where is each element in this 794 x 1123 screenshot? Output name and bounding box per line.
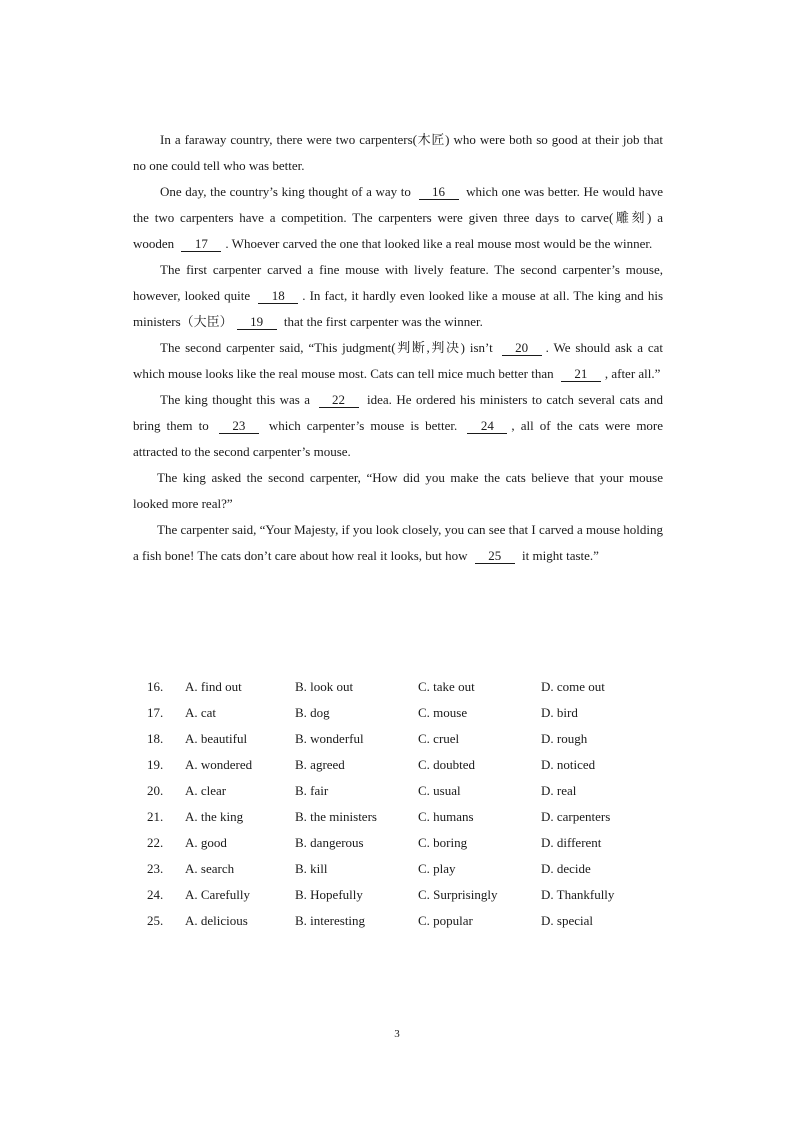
blank-20: 20 xyxy=(502,340,542,356)
page-number: 3 xyxy=(394,1028,400,1040)
cloze-passage xyxy=(133,127,663,569)
paragraph-1 xyxy=(133,127,663,179)
option-a: A. delicious xyxy=(185,913,248,928)
option-d: D. Thankfully xyxy=(541,887,615,902)
option-a: A. search xyxy=(185,861,235,876)
question-number: 17. xyxy=(147,705,164,720)
option-d: D. bird xyxy=(541,705,578,720)
option-row xyxy=(147,674,667,700)
option-d: D. decide xyxy=(541,861,591,876)
option-a: A. wondered xyxy=(185,757,253,772)
option-row xyxy=(147,700,667,726)
option-row xyxy=(147,908,667,934)
option-d: D. special xyxy=(541,913,593,928)
paragraph-text: The second carpenter said, “This judgment(判断,判决) isn’t xyxy=(160,340,493,355)
option-a: A. beautiful xyxy=(185,731,248,746)
blank-23: 23 xyxy=(219,418,259,434)
option-a: A. clear xyxy=(185,783,227,798)
question-number: 20. xyxy=(147,783,164,798)
paragraph-text: , after all.” xyxy=(604,366,661,381)
blank-21: 21 xyxy=(561,366,601,382)
paragraph-text: it might taste.” xyxy=(522,548,599,563)
option-c: C. popular xyxy=(418,913,473,928)
paragraph-3 xyxy=(133,257,663,335)
question-number: 22. xyxy=(147,835,164,850)
option-row xyxy=(147,726,667,752)
blank-25: 25 xyxy=(475,548,515,564)
paragraph-6 xyxy=(133,465,663,517)
paragraph-text: . We should ask a cat which mouse looks like the real mouse most. Cats can tell mice much better than xyxy=(133,340,664,381)
paragraph-text: . In fact, it hardly even looked like a mouse at all. The king and his ministers（大臣） xyxy=(133,288,664,329)
question-number: 21. xyxy=(147,809,164,824)
paragraph-text: . Whoever carved the one that looked like a real mouse most would be the winner. xyxy=(225,236,653,251)
option-c: C. cruel xyxy=(418,731,460,746)
question-number: 23. xyxy=(147,861,164,876)
paragraph-7 xyxy=(133,517,663,569)
option-c: C. mouse xyxy=(418,705,468,720)
question-number: 16. xyxy=(147,679,164,694)
option-d: D. rough xyxy=(541,731,588,746)
option-c: C. play xyxy=(418,861,456,876)
blank-17: 17 xyxy=(181,236,221,252)
option-row xyxy=(147,882,667,908)
option-row xyxy=(147,778,667,804)
answer-options xyxy=(147,674,667,934)
option-d: D. different xyxy=(541,835,602,850)
option-c: C. doubted xyxy=(418,757,476,772)
option-row xyxy=(147,804,667,830)
option-c: C. usual xyxy=(418,783,461,798)
question-number: 19. xyxy=(147,757,164,772)
option-b: B. Hopefully xyxy=(295,887,363,902)
paragraph-2 xyxy=(133,179,663,257)
blank-22: 22 xyxy=(319,392,359,408)
option-row xyxy=(147,752,667,778)
option-b: B. interesting xyxy=(295,913,366,928)
option-a: A. good xyxy=(185,835,227,850)
option-b: B. wonderful xyxy=(295,731,364,746)
paragraph-text: The king thought this was a xyxy=(160,392,311,407)
paragraph-4 xyxy=(133,335,663,387)
blank-24: 24 xyxy=(467,418,507,434)
option-row xyxy=(147,830,667,856)
option-b: B. fair xyxy=(295,783,329,798)
option-a: A. cat xyxy=(185,705,217,720)
paragraph-text: In a faraway country, there were two carpenters(木匠) who were both so good at their job that no one could tell who was better. xyxy=(133,132,663,173)
option-d: D. come out xyxy=(541,679,605,694)
paragraph-text: idea. He ordered his ministers to catch several cats and bring them to xyxy=(133,392,663,433)
paragraph-5 xyxy=(133,387,663,465)
option-b: B. kill xyxy=(295,861,328,876)
paragraph-text: One day, the country’s king thought of a way to xyxy=(160,184,411,199)
option-b: B. look out xyxy=(295,679,354,694)
option-d: D. real xyxy=(541,783,577,798)
paragraph-text: which one was better. He would have the two carpenters have a competition. The carpenters were given three days to carve(雕刻) a wooden xyxy=(133,184,663,251)
paragraph-text: The first carpenter carved a fine mouse with lively feature. The second carpenter’s mouse, however, looked quite xyxy=(133,262,663,303)
option-row xyxy=(147,856,667,882)
option-b: B. the ministers xyxy=(295,809,377,824)
paragraph-text: that the first carpenter was the winner. xyxy=(283,314,483,329)
option-c: C. humans xyxy=(418,809,474,824)
blank-19: 19 xyxy=(237,314,277,330)
option-c: C. Surprisingly xyxy=(418,887,498,902)
option-a: A. Carefully xyxy=(185,887,250,902)
option-b: B. dog xyxy=(295,705,330,720)
option-c: C. take out xyxy=(418,679,475,694)
question-number: 18. xyxy=(147,731,164,746)
option-d: D. noticed xyxy=(541,757,596,772)
option-b: B. agreed xyxy=(295,757,345,772)
option-b: B. dangerous xyxy=(295,835,364,850)
paragraph-text: The carpenter said, “Your Majesty, if you look closely, you can see that I carved a mouse holding a fish bone! The cats don’t care about how real it looks, but how xyxy=(133,522,663,563)
blank-16: 16 xyxy=(419,184,459,200)
option-a: A. the king xyxy=(185,809,244,824)
option-c: C. boring xyxy=(418,835,468,850)
option-a: A. find out xyxy=(185,679,242,694)
question-number: 24. xyxy=(147,887,164,902)
question-number: 25. xyxy=(147,913,164,928)
paragraph-text: which carpenter’s mouse is better. xyxy=(268,418,458,433)
paragraph-text: , all of the cats were more attracted to the second carpenter’s mouse. xyxy=(133,418,664,459)
blank-18: 18 xyxy=(258,288,298,304)
option-d: D. carpenters xyxy=(541,809,611,824)
paragraph-text: The king asked the second carpenter, “How did you make the cats believe that your mouse looked more real?” xyxy=(133,470,663,511)
